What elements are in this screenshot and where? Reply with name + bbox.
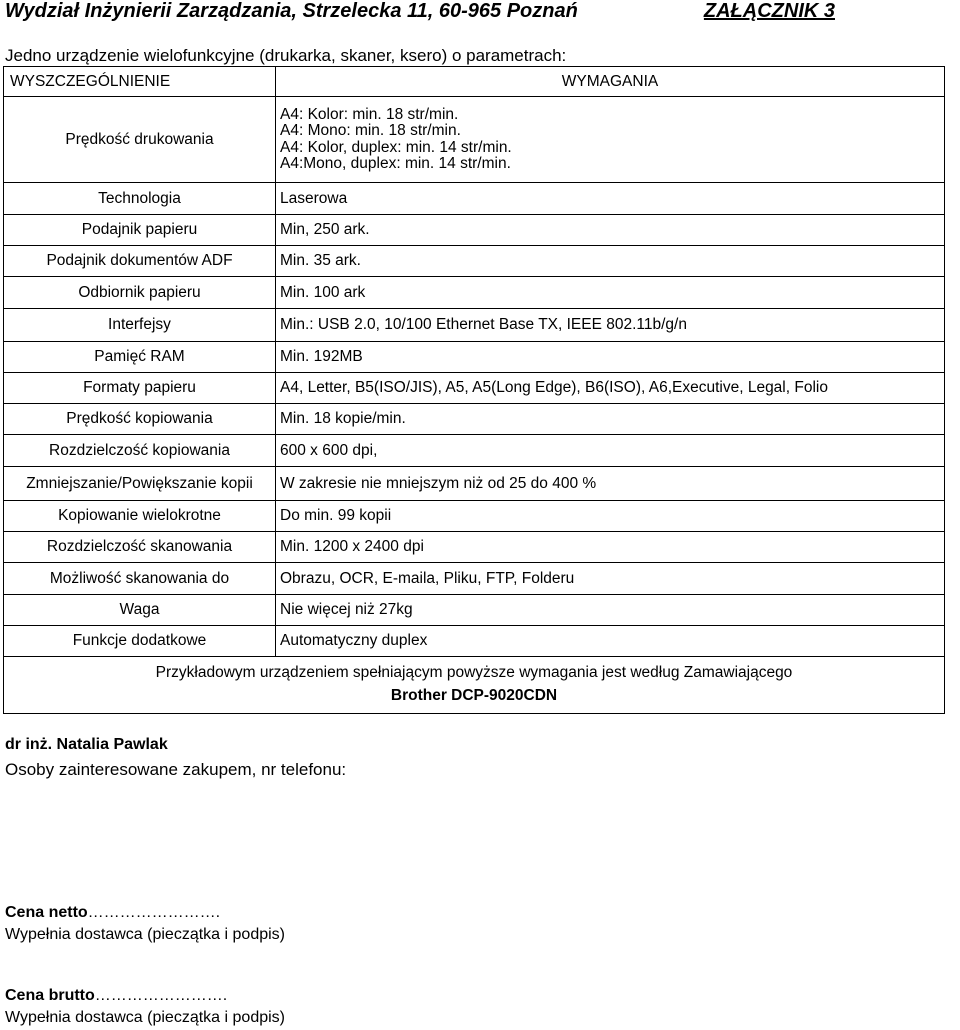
gross-price-dots: …………………….	[94, 987, 228, 1004]
example-device-note	[4, 657, 945, 714]
row-value	[276, 97, 945, 183]
row-value: Min. 35 ark.	[276, 246, 945, 277]
row-value: Laserowa	[276, 183, 945, 215]
table-row	[4, 626, 945, 657]
table-row	[4, 435, 945, 467]
table-row	[4, 97, 945, 183]
net-price-label: Cena netto	[5, 904, 88, 921]
gross-price-fill-note: Wypełnia dostawca (pieczątka i podpis)	[5, 1009, 285, 1026]
row-value: Automatyczny duplex	[276, 626, 945, 657]
print-speed-line: A4: Kolor, duplex: min. 14 str/min.	[280, 138, 512, 156]
net-price-line	[5, 904, 220, 922]
row-label: Technologia	[4, 183, 276, 215]
specification-table	[3, 66, 945, 714]
row-label: Rozdzielczość skanowania	[4, 532, 276, 563]
row-value: Min.: USB 2.0, 10/100 Ethernet Base TX, IEEE 802.11b/g/n	[276, 309, 945, 342]
table-row	[4, 277, 945, 309]
row-value: Min. 100 ark	[276, 277, 945, 309]
row-label: Prędkość kopiowania	[4, 404, 276, 435]
row-label: Kopiowanie wielokrotne	[4, 501, 276, 532]
print-speed-line: A4: Kolor: min. 18 str/min.	[280, 105, 459, 123]
intro-text: Jedno urządzenie wielofunkcyjne (drukarka, skaner, ksero) o parametrach:	[5, 46, 567, 65]
table-row	[4, 595, 945, 626]
row-value: Min. 18 kopie/min.	[276, 404, 945, 435]
signer-name: dr inż. Natalia Pawlak	[5, 736, 168, 753]
row-label: Podajnik papieru	[4, 215, 276, 246]
row-label: Odbiornik papieru	[4, 277, 276, 309]
row-label: Możliwość skanowania do	[4, 563, 276, 595]
column-header-specification: WYSZCZEGÓLNIENIE	[4, 67, 276, 97]
row-value: Min. 1200 x 2400 dpi	[276, 532, 945, 563]
column-header-requirements: WYMAGANIA	[276, 67, 945, 97]
print-speed-line: A4:Mono, duplex: min. 14 str/min.	[280, 155, 511, 172]
row-value: W zakresie nie mniejszym niż od 25 do 400 %	[276, 467, 945, 501]
interested-persons-label: Osoby zainteresowane zakupem, nr telefonu:	[5, 760, 347, 779]
table-row	[4, 246, 945, 277]
row-value: 600 x 600 dpi,	[276, 435, 945, 467]
row-label: Podajnik dokumentów ADF	[4, 246, 276, 277]
print-speed-line: A4: Mono: min. 18 str/min.	[280, 122, 461, 139]
example-device-row	[4, 657, 945, 714]
table-header-row	[4, 67, 945, 97]
row-value: A4, Letter, B5(ISO/JIS), A5, A5(Long Edge), B6(ISO), A6,Executive, Legal, Folio	[276, 373, 945, 404]
row-label: Rozdzielczość kopiowania	[4, 435, 276, 467]
table-row	[4, 373, 945, 404]
row-label: Pamięć RAM	[4, 342, 276, 373]
table-row	[4, 467, 945, 501]
attachment-label: ZAŁĄCZNIK 3	[703, 0, 835, 22]
row-value: Nie więcej niż 27kg	[276, 595, 945, 626]
table-row	[4, 309, 945, 342]
table-row	[4, 183, 945, 215]
net-price-fill-note: Wypełnia dostawca (pieczątka i podpis)	[5, 926, 285, 943]
row-value: Do min. 99 kopii	[276, 501, 945, 532]
table-row	[4, 404, 945, 435]
row-label: Funkcje dodatkowe	[4, 626, 276, 657]
document-header	[5, 0, 835, 24]
row-label: Formaty papieru	[4, 373, 276, 404]
row-value: Min. 192MB	[276, 342, 945, 373]
table-row	[4, 563, 945, 595]
row-value: Min, 250 ark.	[276, 215, 945, 246]
example-device-text: Przykładowym urządzeniem spełniającym powyższe wymagania jest według Zamawiającego	[155, 664, 793, 681]
table-row	[4, 215, 945, 246]
gross-price-line	[5, 987, 227, 1005]
example-device-model: Brother DCP-9020CDN	[390, 687, 558, 704]
row-label: Zmniejszanie/Powiększanie kopii	[4, 467, 276, 501]
table-row	[4, 532, 945, 563]
gross-price-label: Cena brutto	[5, 987, 95, 1004]
row-label: Interfejsy	[4, 309, 276, 342]
row-value: Obrazu, OCR, E-maila, Pliku, FTP, Folderu	[276, 563, 945, 595]
table-row	[4, 501, 945, 532]
row-label: Prędkość drukowania	[4, 97, 276, 183]
faculty-address: Wydział Inżynierii Zarządzania, Strzelecka 11, 60-965 Poznań	[5, 0, 578, 22]
row-label: Waga	[4, 595, 276, 626]
table-row	[4, 342, 945, 373]
net-price-dots: …………………….	[87, 904, 221, 921]
